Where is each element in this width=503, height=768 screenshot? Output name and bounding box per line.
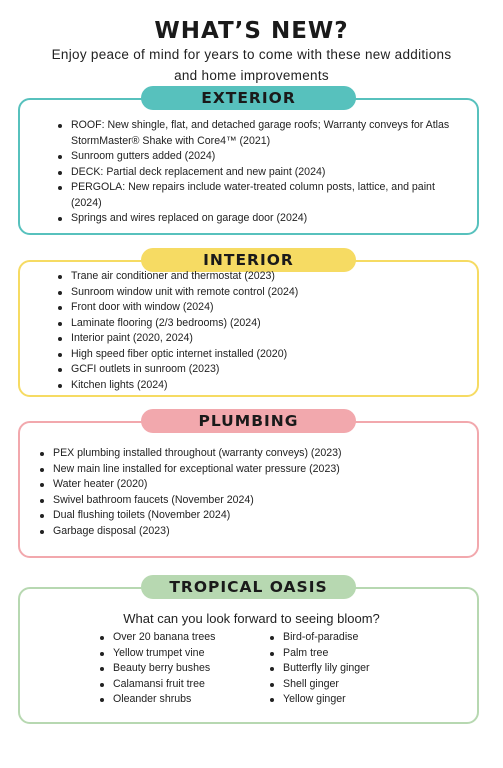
list-item: Sunroom window unit with remote control (2024)	[56, 285, 456, 301]
list-item: Swivel bathroom faucets (November 2024)	[38, 493, 458, 509]
list-item: New main line installed for exceptional water pressure (2023)	[38, 462, 458, 478]
list-item: Yellow ginger	[268, 692, 428, 708]
list-item: Yellow trumpet vine	[98, 646, 258, 662]
list-item: Laminate flooring (2/3 bedrooms) (2024)	[56, 316, 456, 332]
list-item: Kitchen lights (2024)	[56, 378, 456, 394]
plumbing-heading: PLUMBING	[141, 409, 356, 433]
list-item: Interior paint (2020, 2024)	[56, 331, 456, 347]
interior-heading: INTERIOR	[141, 248, 356, 272]
list-item: PEX plumbing installed throughout (warranty conveys) (2023)	[38, 446, 458, 462]
exterior-heading: EXTERIOR	[141, 86, 356, 110]
list-item: Bird-of-paradise	[268, 630, 428, 646]
list-item: DECK: Partial deck replacement and new paint (2024)	[56, 165, 456, 181]
list-item: Beauty berry bushes	[98, 661, 258, 677]
list-item: Springs and wires replaced on garage door (2024)	[56, 211, 456, 227]
list-item: Butterfly lily ginger	[268, 661, 428, 677]
oasis-list-left	[98, 630, 258, 708]
page-title: WHAT’S NEW?	[154, 18, 349, 44]
list-item: Front door with window (2024)	[56, 300, 456, 316]
list-item: Oleander shrubs	[98, 692, 258, 708]
oasis-heading: TROPICAL OASIS	[141, 575, 356, 599]
interior-list	[56, 269, 456, 393]
list-item: GCFI outlets in sunroom (2023)	[56, 362, 456, 378]
list-item: Trane air conditioner and thermostat (2023)	[56, 269, 456, 285]
exterior-list	[56, 118, 456, 227]
list-item: Garbage disposal (2023)	[38, 524, 458, 540]
list-item: Over 20 banana trees	[98, 630, 258, 646]
oasis-list-right	[268, 630, 428, 708]
page-subtitle: Enjoy peace of mind for years to come with these new additions and home improvements	[51, 47, 452, 83]
list-item: Calamansi fruit tree	[98, 677, 258, 693]
list-item: Sunroom gutters added (2024)	[56, 149, 456, 165]
list-item: ROOF: New shingle, flat, and detached garage roofs; Warranty conveys for Atlas StormMaster® Shake with Core4™ (2021)	[56, 118, 456, 149]
list-item: PERGOLA: New repairs include water-treated column posts, lattice, and paint (2024)	[56, 180, 456, 211]
list-item: High speed fiber optic internet installed (2020)	[56, 347, 456, 363]
list-item: Dual flushing toilets (November 2024)	[38, 508, 458, 524]
plumbing-list	[38, 446, 458, 539]
list-item: Shell ginger	[268, 677, 428, 693]
list-item: Water heater (2020)	[38, 477, 458, 493]
list-item: Palm tree	[268, 646, 428, 662]
oasis-question: What can you look forward to seeing bloom?	[123, 611, 380, 626]
